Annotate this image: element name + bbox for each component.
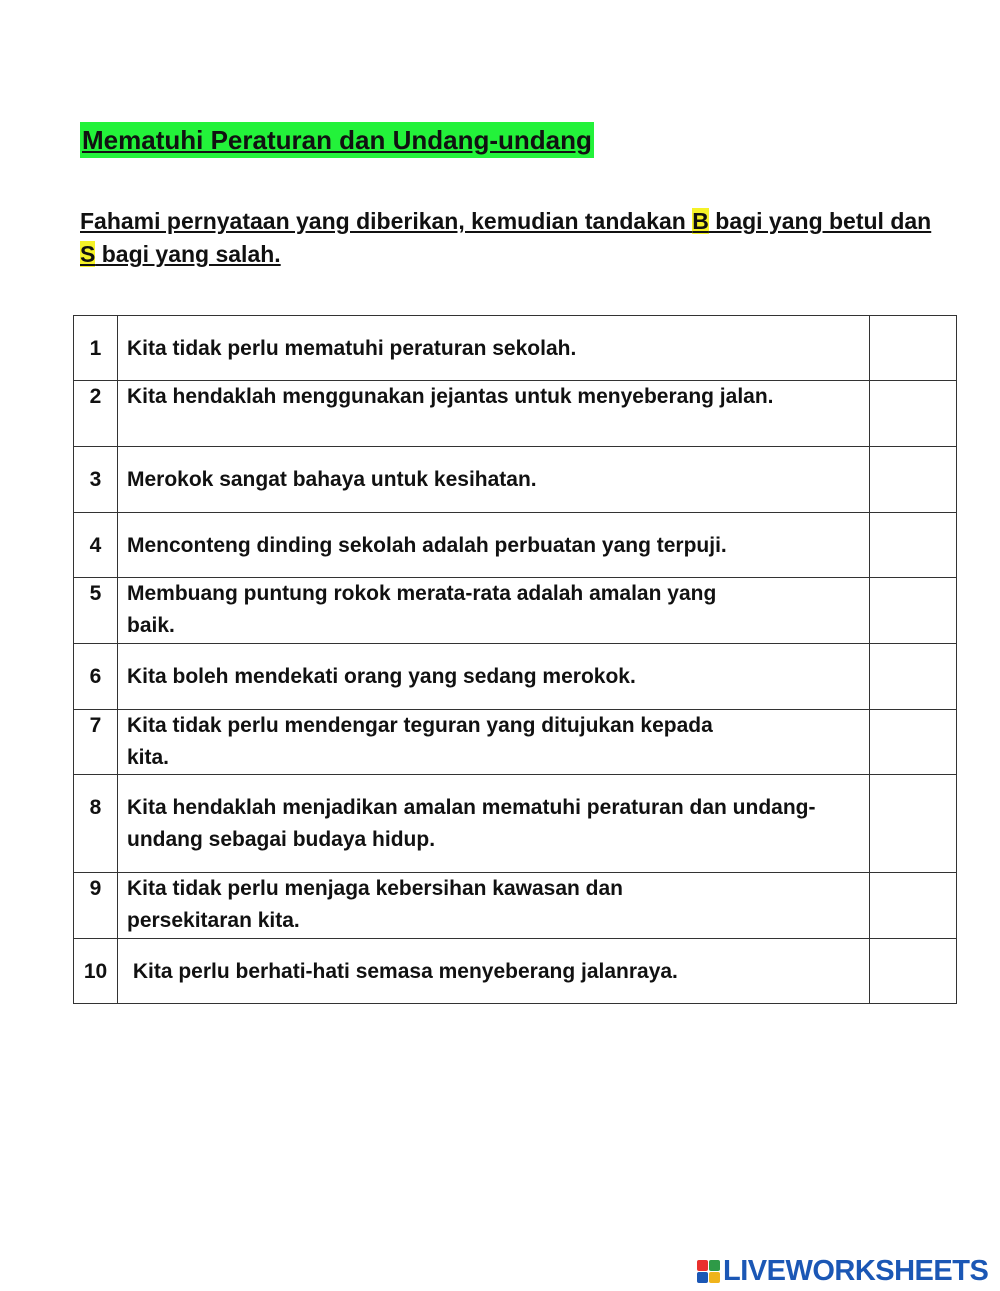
- answer-box[interactable]: [870, 775, 957, 873]
- table-row: [74, 447, 957, 513]
- instruction-part-2: bagi yang betul dan: [708, 208, 932, 234]
- table-row: [74, 939, 957, 1004]
- answer-box[interactable]: [870, 939, 957, 1004]
- item-statement: Merokok sangat bahaya untuk kesihatan.: [118, 447, 870, 513]
- table-row: [74, 513, 957, 578]
- item-number: 3: [74, 447, 118, 513]
- false-mark-highlight: S: [80, 241, 96, 267]
- item-number: 8: [74, 775, 118, 873]
- item-statement: Kita tidak perlu mendengar teguran yang ditujukan kepada kita.: [118, 710, 870, 775]
- answer-box[interactable]: [870, 578, 957, 644]
- table-row: [74, 775, 957, 873]
- item-number: 6: [74, 644, 118, 710]
- item-number: 4: [74, 513, 118, 578]
- answer-box[interactable]: [870, 873, 957, 939]
- table-row: [74, 644, 957, 710]
- item-statement: Kita tidak perlu menjaga kebersihan kawasan dan persekitaran kita.: [118, 873, 870, 939]
- item-statement: Menconteng dinding sekolah adalah perbuatan yang terpuji.: [118, 513, 870, 578]
- table-row: [74, 316, 957, 381]
- answer-box[interactable]: [870, 381, 957, 447]
- instruction-part-1: Fahami pernyataan yang diberikan, kemudian tandakan: [80, 208, 693, 234]
- table-row: [74, 381, 957, 447]
- worksheet-title: Mematuhi Peraturan dan Undang-undang: [80, 122, 594, 158]
- table-row: [74, 873, 957, 939]
- item-number: 9: [74, 873, 118, 939]
- item-number: 2: [74, 381, 118, 447]
- answer-box[interactable]: [870, 447, 957, 513]
- instruction-part-3: bagi yang salah.: [95, 241, 281, 267]
- item-statement: Kita perlu berhati-hati semasa menyeberang jalanraya.: [118, 939, 870, 1004]
- instruction-text: [80, 205, 940, 271]
- answer-box[interactable]: [870, 710, 957, 775]
- logo-text: LIVEWORKSHEETS: [723, 1254, 989, 1287]
- item-statement: Membuang puntung rokok merata-rata adalah amalan yang baik.: [118, 578, 870, 644]
- statements-table: [73, 315, 957, 1004]
- answer-box[interactable]: [870, 513, 957, 578]
- liveworksheets-logo-icon: [697, 1260, 720, 1283]
- table-row: [74, 578, 957, 644]
- item-statement: Kita tidak perlu mematuhi peraturan sekolah.: [118, 316, 870, 381]
- answer-box[interactable]: [870, 316, 957, 381]
- table-row: [74, 710, 957, 775]
- true-mark-highlight: B: [692, 208, 709, 234]
- answer-box[interactable]: [870, 644, 957, 710]
- item-number: 10: [74, 939, 118, 1004]
- item-statement: Kita hendaklah menjadikan amalan mematuhi peraturan dan undang-undang sebagai budaya hidup.: [118, 775, 870, 873]
- item-number: 1: [74, 316, 118, 381]
- liveworksheets-logo[interactable]: [697, 1254, 988, 1288]
- item-number: 7: [74, 710, 118, 775]
- item-number: 5: [74, 578, 118, 644]
- item-statement: Kita boleh mendekati orang yang sedang merokok.: [118, 644, 870, 710]
- item-statement: Kita hendaklah menggunakan jejantas untuk menyeberang jalan.: [118, 381, 870, 447]
